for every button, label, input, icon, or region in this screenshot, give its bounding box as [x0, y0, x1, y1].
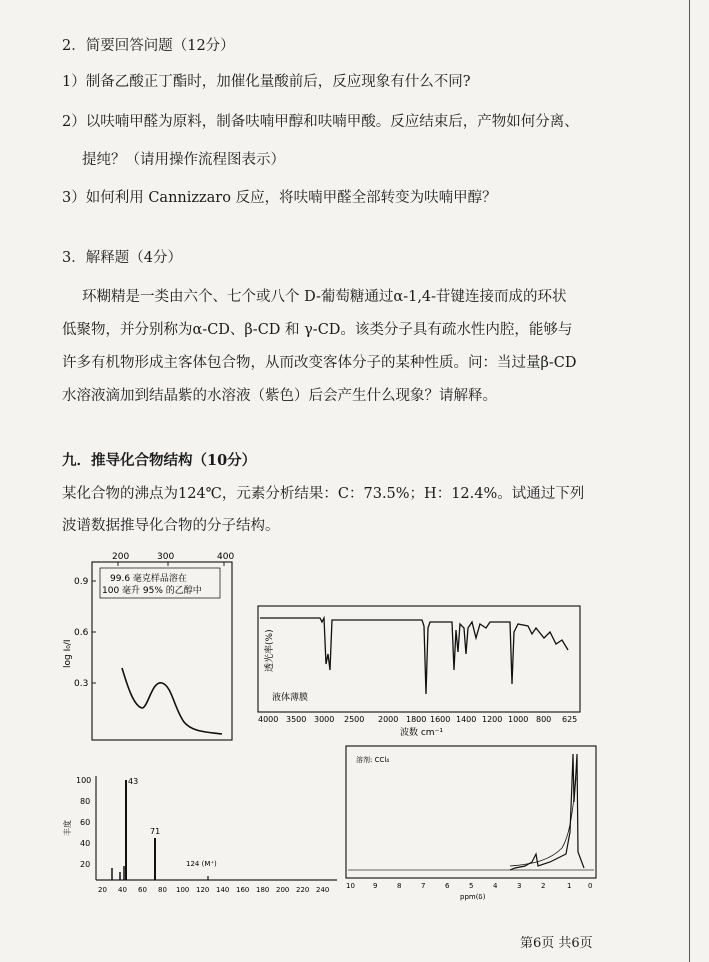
ms-label-m: 124 (M⁺)	[186, 860, 217, 868]
nmr-solvent: 溶剂: CCl₄	[356, 756, 390, 764]
ms-x-tick-180: 180	[256, 886, 270, 894]
ms-x-tick-60: 60	[138, 886, 147, 894]
mass-spectrum	[62, 766, 342, 900]
ms-x-tick-100: 100	[176, 886, 190, 894]
q3-line-1: 环糊精是一类由六个、七个或八个 D-葡萄糖通过α-1,4-苷键连接而成的环状	[82, 289, 567, 305]
ms-y-tick-20: 20	[80, 860, 91, 869]
nmr-x-tick-6: 6	[445, 882, 450, 890]
nmr-x-tick-5: 5	[469, 882, 474, 890]
ir-x-tick-8: 1200	[482, 715, 503, 724]
uv-top-tick-200: 200	[112, 552, 130, 562]
q9-title: 九．推导化合物结构（10分）	[62, 452, 257, 469]
q9-line-1: 某化合物的沸点为124℃，元素分析结果：C：73.5%；H：12.4%。试通过下列	[62, 486, 585, 502]
ir-x-tick-9: 1000	[508, 715, 529, 724]
nmr-x-tick-7: 7	[421, 882, 426, 890]
ir-x-tick-3: 2500	[344, 715, 365, 724]
ms-x-tick-160: 160	[236, 886, 250, 894]
ms-y-tick-100: 100	[76, 776, 92, 785]
ms-x-tick-20: 20	[98, 886, 107, 894]
ms-y-tick-40: 40	[80, 839, 91, 848]
uv-top-tick-300: 300	[157, 552, 175, 562]
ms-label-71: 71	[150, 827, 161, 836]
page-footer: 第6页 共6页	[520, 936, 593, 951]
q2-item-2-cont: 提纯？（请用操作流程图表示）	[82, 152, 285, 168]
nmr-x-tick-3: 3	[517, 882, 522, 890]
ms-x-tick-40: 40	[118, 886, 127, 894]
q2-title: 2．简要回答问题（12分）	[62, 38, 235, 54]
nmr-x-tick-0: 0	[588, 882, 593, 890]
ms-x-tick-140: 140	[216, 886, 230, 894]
q2-item-1: 1）制备乙酸正丁酯时，加催化量酸前后，反应现象有什么不同?	[62, 74, 471, 90]
ir-x-tick-10: 800	[536, 715, 552, 724]
ms-x-tick-220: 220	[296, 886, 310, 894]
uv-legend-line1: 99.6 毫克样品溶在	[110, 574, 187, 584]
ms-ylabel: 丰度	[63, 820, 72, 836]
ir-inner-label: 液体薄膜	[272, 693, 309, 703]
nmr-x-tick-1: 1	[567, 882, 572, 890]
ir-x-tick-1: 3500	[286, 715, 307, 724]
q3-line-4: 水溶液滴加到结晶紫的水溶液（紫色）后会产生什么现象？请解释。	[62, 388, 497, 404]
ir-ylabel: 透光率(%)	[265, 629, 275, 672]
ms-x-tick-120: 120	[196, 886, 210, 894]
ms-x-tick-240: 240	[316, 886, 330, 894]
page-border	[689, 0, 690, 962]
nmr-xlabel: ppm(δ)	[460, 893, 486, 901]
nmr-peaks	[510, 754, 584, 870]
ir-curve	[260, 618, 568, 694]
ms-y-tick-60: 60	[80, 818, 91, 827]
uv-curve	[122, 668, 222, 734]
uv-top-tick-400: 400	[217, 552, 235, 562]
q9-line-2: 波谱数据推导化合物的分子结构。	[62, 518, 280, 534]
uv-y-tick-0.9: 0.9	[74, 577, 89, 587]
ir-x-tick-4: 2000	[378, 715, 399, 724]
ir-x-tick-0: 4000	[258, 715, 279, 724]
ms-label-43: 43	[128, 777, 139, 786]
uv-spectrum	[62, 548, 237, 748]
ir-x-tick-7: 1400	[456, 715, 477, 724]
q3-line-3: 许多有机物形成主客体包合物，从而改变客体分子的某种性质。问：当过量β-CD	[62, 355, 577, 371]
ms-y-tick-80: 80	[80, 797, 91, 806]
q3-title: 3．解释题（4分）	[62, 250, 182, 266]
ir-xlabel: 波数 cm⁻¹	[400, 728, 443, 738]
ms-x-tick-80: 80	[158, 886, 167, 894]
ir-x-tick-11: 625	[562, 715, 578, 724]
ir-x-tick-6: 1600	[430, 715, 451, 724]
q3-line-2: 低聚物，并分别称为α-CD、β-CD 和 γ-CD。该类分子具有疏水性内腔，能够与	[62, 322, 573, 338]
nmr-x-tick-2: 2	[541, 882, 546, 890]
ms-x-tick-200: 200	[276, 886, 290, 894]
nmr-x-tick-9: 9	[373, 882, 378, 890]
uv-ylabel: log I₀/I	[63, 639, 73, 668]
nmr-spectrum	[340, 742, 602, 906]
q2-item-2: 2）以呋喃甲醛为原料，制备呋喃甲醇和呋喃甲酸。反应结束后，产物如何分离、	[62, 114, 579, 130]
uv-legend-line2: 100 毫升 95% 的乙醇中	[102, 586, 202, 596]
uv-y-tick-0.6: 0.6	[74, 628, 89, 638]
nmr-x-tick-10: 10	[346, 882, 355, 890]
ir-x-tick-2: 3000	[314, 715, 335, 724]
uv-y-tick-0.3: 0.3	[74, 679, 89, 689]
nmr-x-tick-8: 8	[397, 882, 402, 890]
q2-item-3: 3）如何利用 Cannizzaro 反应，将呋喃甲醛全部转变为呋喃甲醇？	[62, 190, 497, 206]
ir-spectrum	[250, 604, 586, 742]
nmr-x-tick-4: 4	[493, 882, 498, 890]
ir-x-tick-5: 1800	[406, 715, 427, 724]
